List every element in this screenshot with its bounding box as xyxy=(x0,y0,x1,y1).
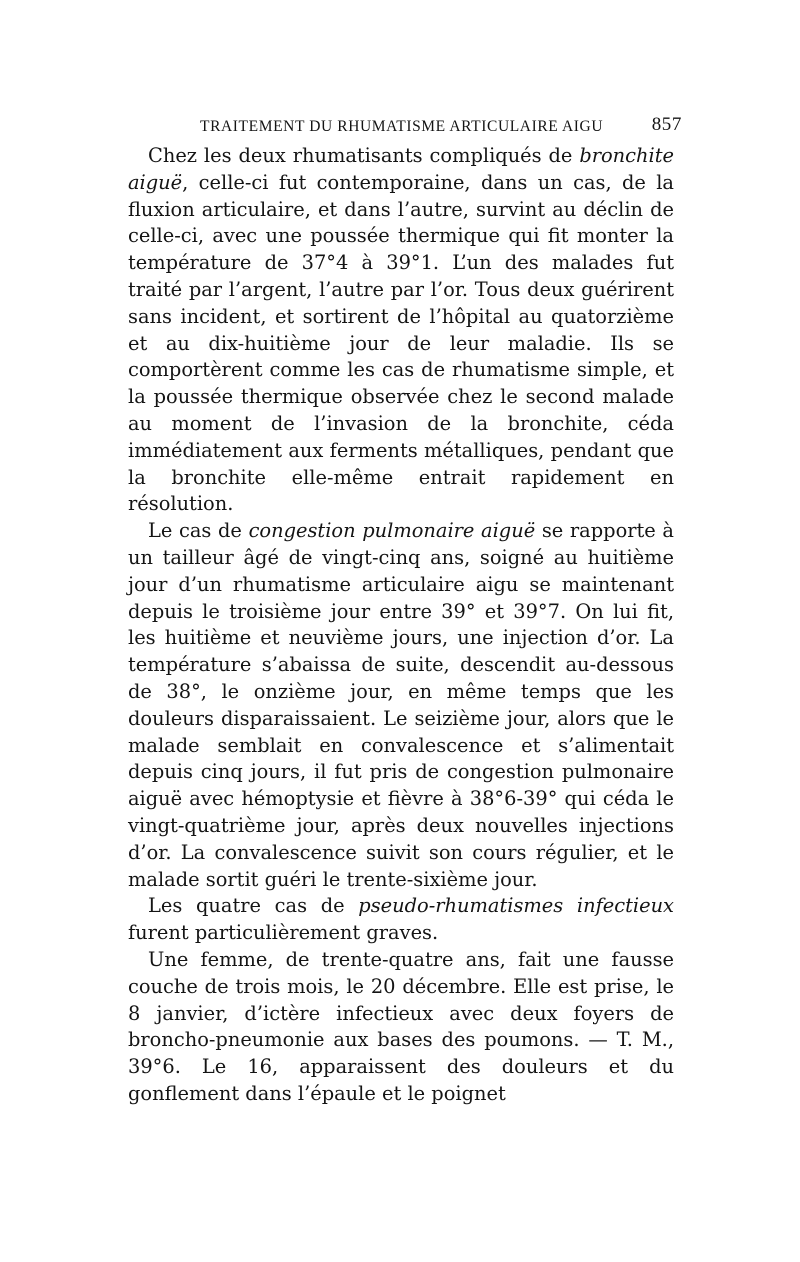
paragraph-text: , celle-ci fut contemporaine, dans un cas, de la fluxion articulaire, et dans l’autre, survint au déclin de celle-ci, avec une poussée thermique qui fit monter la température de 37°4 à 39°1. L’un des malades fut traité par l’argent, l’autre par l’or. Tous deux guérirent sans incident, et sortirent de l’hôpital au quatorzième et au dix-huitième jour de leur maladie. Ils se comportèrent comme les cas de rhumatisme simple, et la poussée thermique observée chez le second malade au moment de l’invasion de la bronchite, céda immédiatement aux ferments métalliques, pendant que la bronchite elle-même entrait rapidement en résolution. xyxy=(128,170,674,516)
running-title: TRAITEMENT DU RHUMATISME ARTICULAIRE AIGU xyxy=(200,118,604,135)
running-header xyxy=(200,114,682,140)
paragraph-text: Chez les deux rhumatisants compliqués de xyxy=(148,144,580,167)
paragraph-congestion xyxy=(128,518,674,893)
body-text xyxy=(128,143,674,1108)
italic-term: congestion pulmonaire aiguë xyxy=(248,519,536,543)
paragraph-text: Le cas de xyxy=(148,519,249,543)
italic-term: bronchite aiguë xyxy=(128,144,674,194)
paragraph-text: se rapporte à un tailleur âgé de vingt-cinq ans, soigné au huitième jour d’un rhumatisme articulaire aigu se maintenant depuis le troisième jour entre 39° et 39°7. On lui fit, les huitième et neuvième jours, une injection d’or. La température s’abaissa de suite, descendit au-dessous de 38°, le onzième jour, en même temps que les douleurs disparaissaient. Le seizième jour, alors que le malade semblait en convalescence et s’alimentait depuis cinq jours, il fut pris de congestion pulmonaire aiguë avec hémoptysie et fièvre à 38°6-39° qui céda le vingt-quatrième jour, après deux nouvelles injections d’or. La convalescence suivit son cours régulier, et le malade sortit guéri le trente-sixième jour. xyxy=(128,519,674,891)
paragraph-pseudo-rhumatismes xyxy=(128,893,674,947)
paragraph-text: Les quatre cas de xyxy=(148,894,359,918)
paragraph-bronchite xyxy=(128,143,674,518)
page-number: 857 xyxy=(651,114,682,135)
paragraph-case-femme xyxy=(128,947,674,1108)
paragraph-text: Une femme, de trente-quatre ans, fait une fausse couche de trois mois, le 20 décembre. Elle est prise, le 8 janvier, d’ictère infectieux avec deux foyers de broncho-pneumonie aux bases des poumons. — T. M., 39°6. Le 16, apparaissent des douleurs et du gonflement dans l’épaule et le poignet xyxy=(128,947,674,1105)
italic-term: pseudo-rhumatismes infectieux xyxy=(358,894,674,918)
paragraph-text: furent particulièrement graves. xyxy=(128,921,439,945)
